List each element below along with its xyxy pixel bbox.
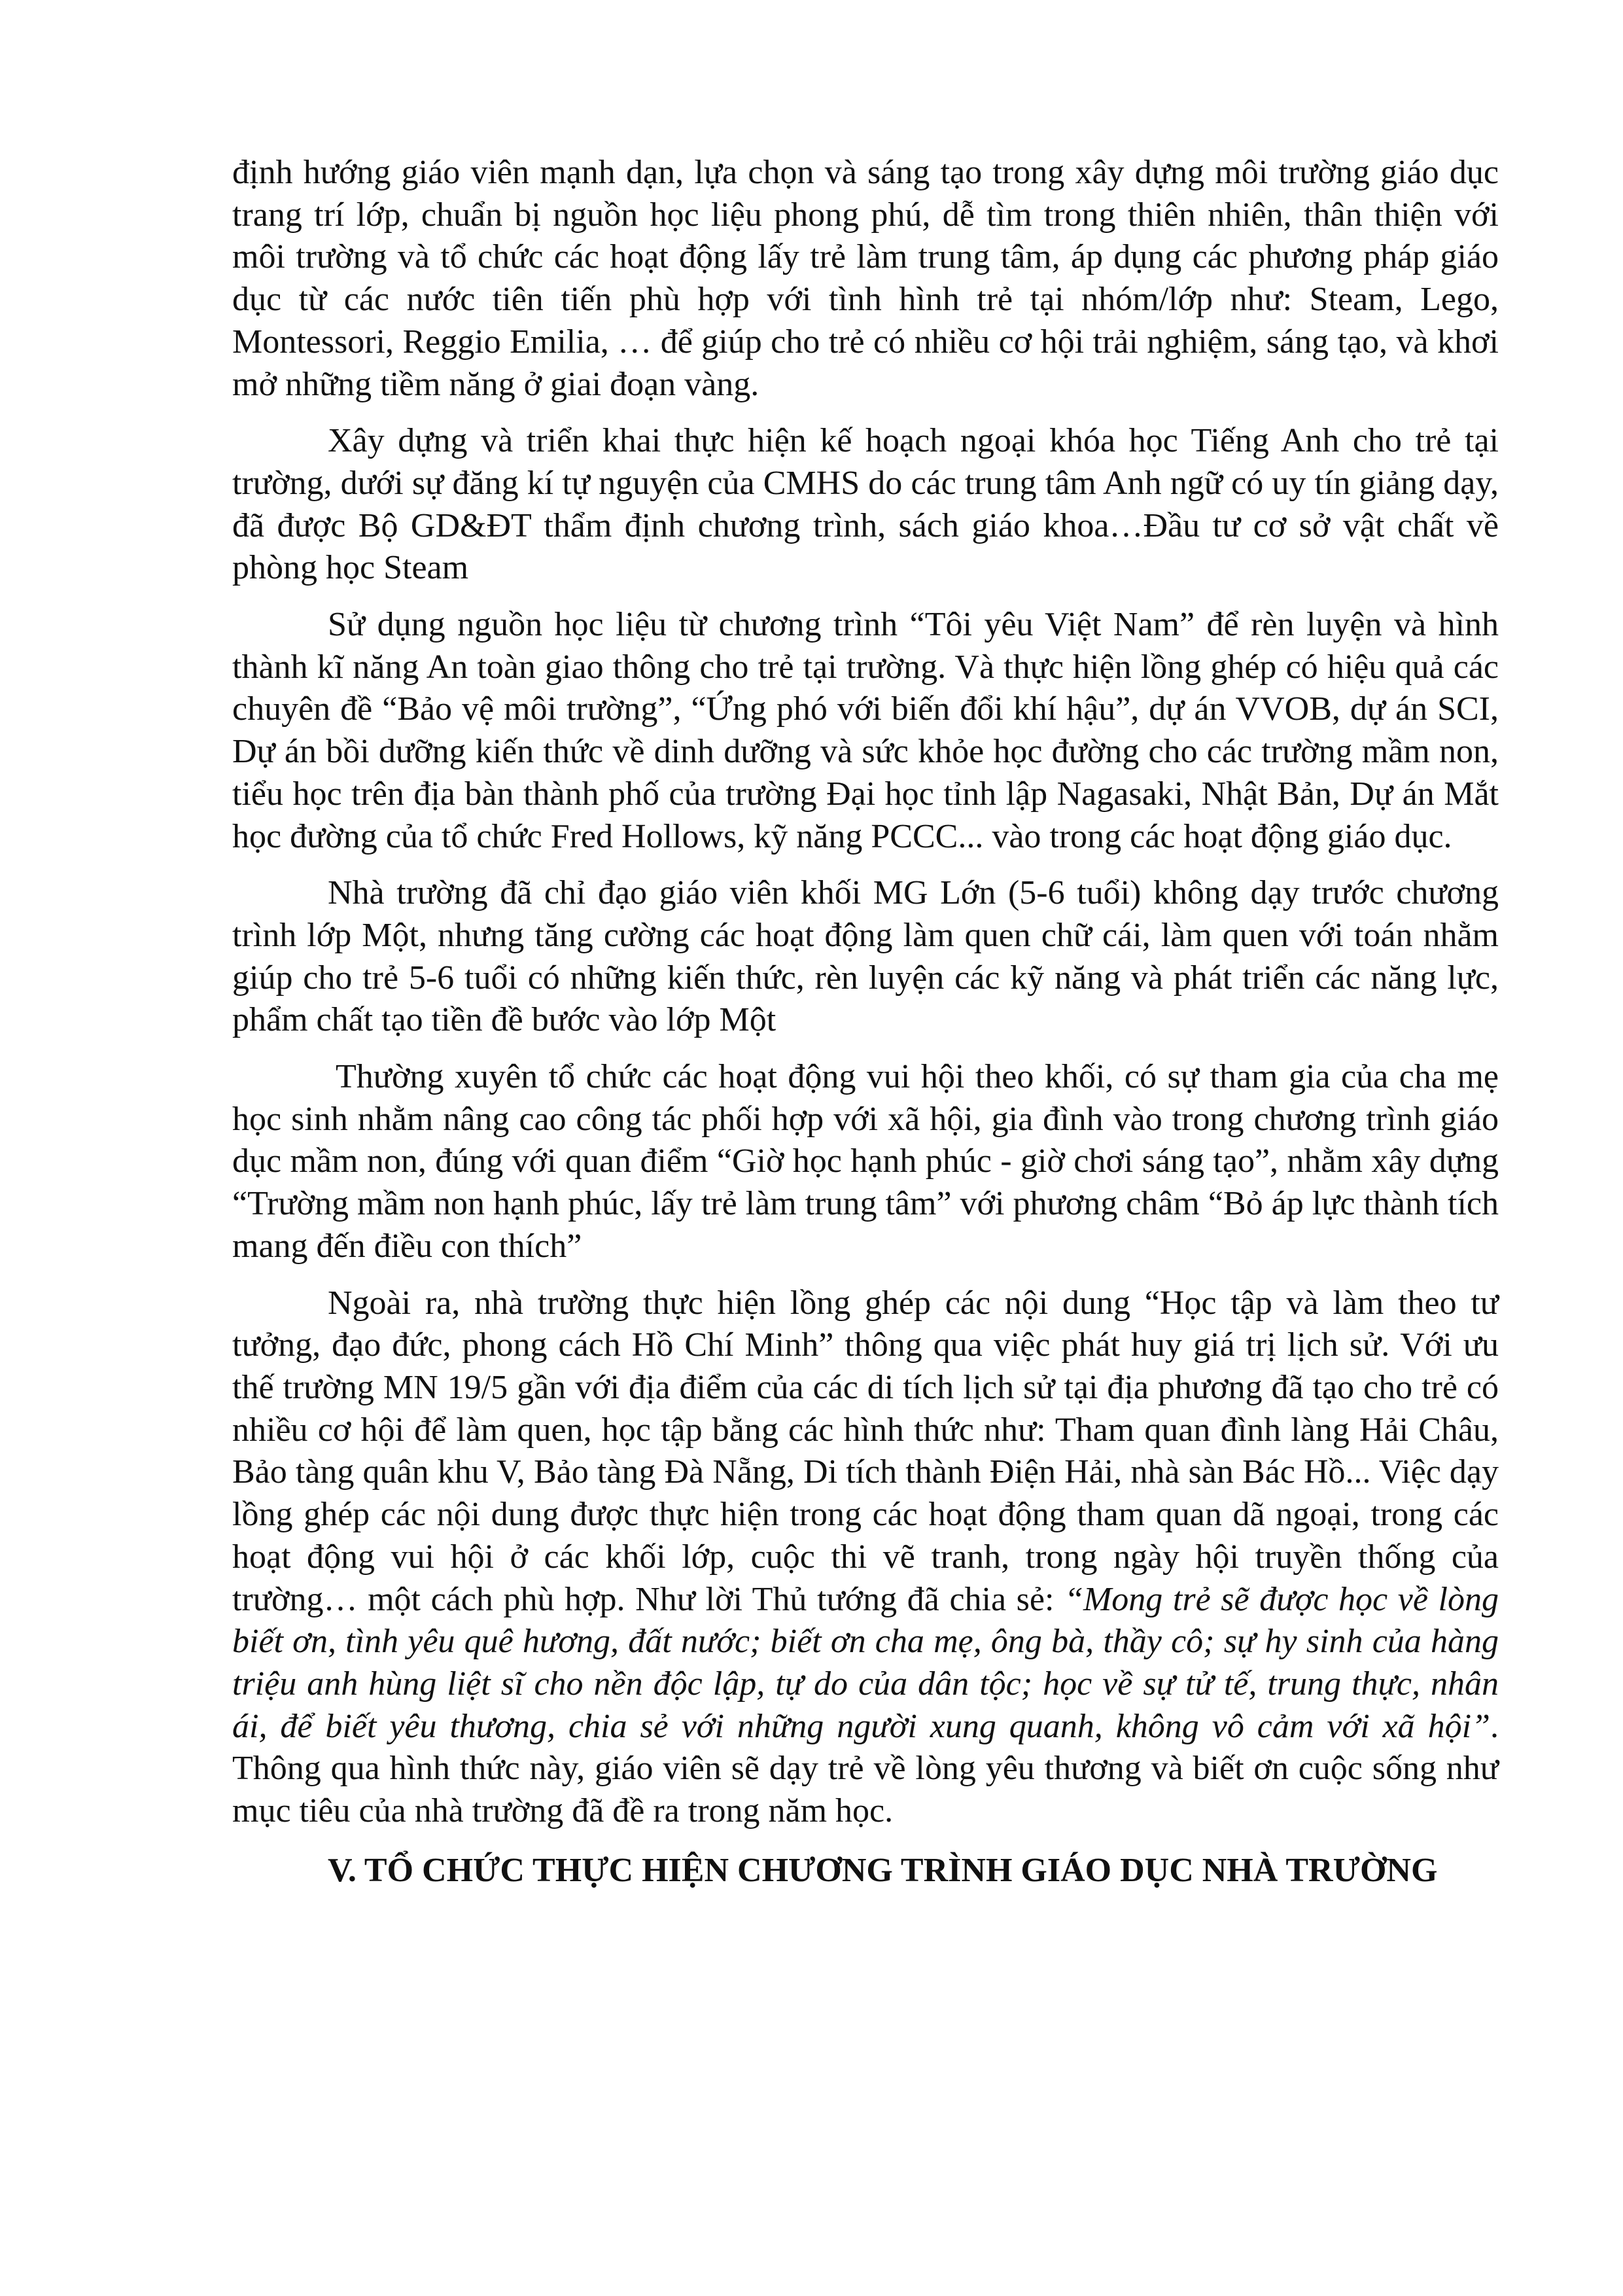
paragraph-6-end: . Thông qua hình thức này, giáo viên sẽ dạy trẻ về lòng yêu thương và biết ơn cuộc sống như mục tiêu của nhà trường đã đề ra trong năm học. [232, 1707, 1499, 1830]
paragraph-2: Xây dựng và triển khai thực hiện kế hoạch ngoại khóa học Tiếng Anh cho trẻ tại trường, dưới sự đăng kí tự nguyện của CMHS do các trung tâm Anh ngữ có uy tín giảng dạy, đã được Bộ GD&ĐT thẩm định chương trình, sách giáo khoa…Đầu tư cơ sở vật chất về phòng học Steam [232, 422, 1499, 587]
paragraph-1: định hướng giáo viên mạnh dạn, lựa chọn và sáng tạo trong xây dựng môi trường giáo dục trang trí lớp, chuẩn bị nguồn học liệu phong phú, dễ tìm trong thiên nhiên, thân thiện với môi trường và tổ chức các hoạt động lấy trẻ làm trung tâm, áp dụng các phương pháp giáo dục từ các nước tiên tiến phù hợp với tình hình trẻ tại nhóm/lớp như: Steam, Lego, Montessori, Reggio Emilia, … để giúp cho trẻ có nhiều cơ hội trải nghiệm, sáng tạo, và khơi mở những tiềm năng ở giai đoạn vàng. [232, 154, 1499, 403]
paragraph-5: Thường xuyên tổ chức các hoạt động vui hội theo khối, có sự tham gia của cha mẹ học sinh nhằm nâng cao công tác phối hợp với xã hội, gia đình vào trong chương trình giáo dục mầm non, đúng với quan điểm “Giờ học hạnh phúc - giờ chơi sáng tạo”, nhằm xây dựng “Trường mầm non hạnh phúc, lấy trẻ làm trung tâm” với phương châm “Bỏ áp lực thành tích mang đến điều con thích” [232, 1058, 1499, 1265]
section-heading: V. TỔ CHỨC THỰC HIỆN CHƯƠNG TRÌNH GIÁO DỤC NHÀ TRƯỜNG [328, 1851, 1438, 1889]
paragraph-6 [232, 1282, 1499, 1833]
paragraph-4: Nhà trường đã chỉ đạo giáo viên khối MG Lớn (5-6 tuổi) không dạy trước chương trình lớp Một, nhưng tăng cường các hoạt động làm quen chữ cái, làm quen với toán nhằm giúp cho trẻ 5-6 tuổi có những kiến thức, rèn luyện các kỹ năng và phát triển các năng lực, phẩm chất tạo tiền đề bước vào lớp Một [232, 874, 1499, 1039]
paragraph-6-text: Ngoài ra, nhà trường thực hiện lồng ghép các nội dung “Học tập và làm theo tư tưởng, đạo đức, phong cách Hồ Chí Minh” thông qua việc phát huy giá trị lịch sử. Với ưu thế trường MN 19/5 gần với địa điểm của các di tích lịch sử tại địa phương đã tạo cho trẻ có nhiều cơ hội để làm quen, học tập bằng các hình thức như: Tham quan đình làng Hải Châu, Bảo tàng quân khu V, Bảo tàng Đà Nẵng, Di tích thành Điện Hải, nhà sàn Bác Hồ... Việc dạy lồng ghép các nội dung được thực hiện trong các hoạt động tham quan dã ngoại, trong các hoạt động vui hội ở các khối lớp, cuộc thi vẽ tranh, trong ngày hội truyền thống của trường… một cách phù hợp. Như lời Thủ tướng đã chia sẻ: [232, 1284, 1499, 1618]
paragraph-3: Sử dụng nguồn học liệu từ chương trình “Tôi yêu Việt Nam” để rèn luyện và hình thành kĩ năng An toàn giao thông cho trẻ tại trường. Và thực hiện lồng ghép có hiệu quả các chuyên đề “Bảo vệ môi trường”, “Ứng phó với biến đổi khí hậu”, dự án VVOB, dự án SCI, Dự án bồi dưỡng kiến thức về dinh dưỡng và sức khỏe học đường cho các trường mầm non, tiểu học trên địa bàn thành phố của trường Đại học tỉnh lập Nagasaki, Nhật Bản, Dự án Mắt học đường của tổ chức Fred Hollows, kỹ năng PCCC... vào trong các hoạt động giáo dục. [232, 606, 1499, 855]
prime-minister-quote: “Mong trẻ sẽ được học về lòng biết ơn, tình yêu quê hương, đất nước; biết ơn cha mẹ, ông bà, thầy cô; sự hy sinh của hàng triệu anh hùng liệt sĩ cho nền độc lập, tự do của dân tộc; học về sự tử tế, trung thực, nhân ái, để biết yêu thương, chia sẻ với những người xung quanh, không vô cảm với xã hội” [232, 1580, 1499, 1745]
document-page [232, 152, 1499, 1906]
